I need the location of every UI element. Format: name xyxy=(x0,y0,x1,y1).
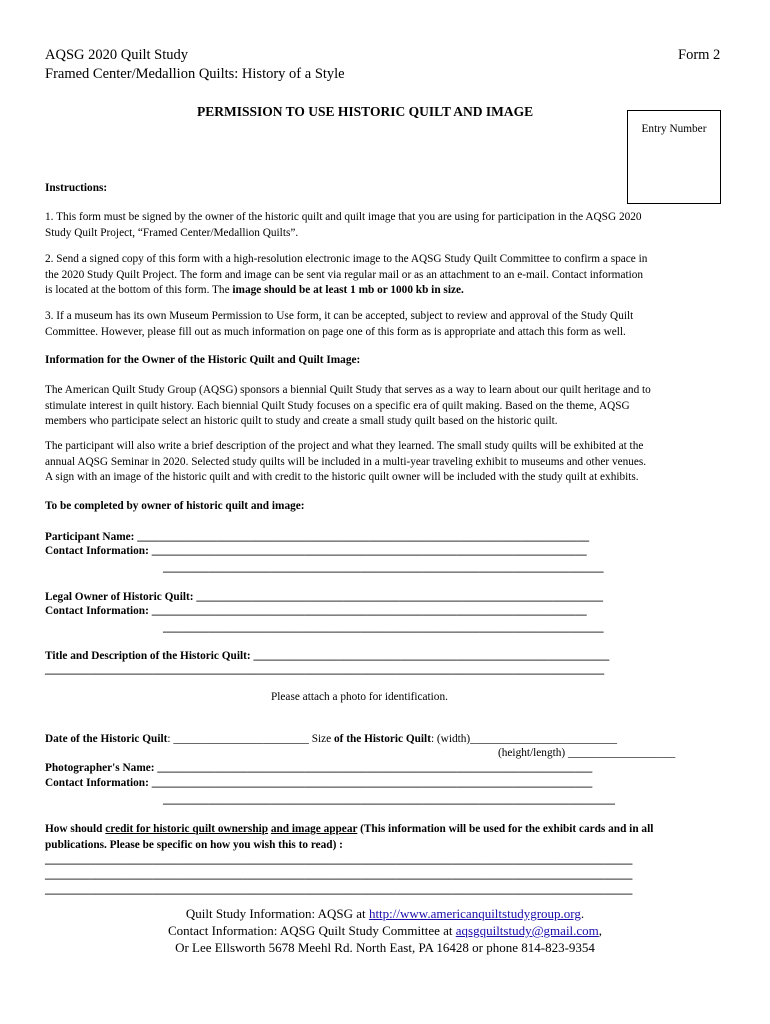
owner-contact-blank-2[interactable]: ______________________________________________________________________________ xyxy=(163,622,604,634)
footer-line-1 xyxy=(0,905,770,922)
quilt-size-label-b: of the Historic Quilt xyxy=(334,733,431,745)
credit-question xyxy=(45,822,725,853)
owner-contact-field[interactable] xyxy=(45,604,725,620)
instruction-3-line-1: 3. If a museum has its own Museum Permission to Use form, it can be accepted, subject to review and approval of the Study Quilt xyxy=(45,310,634,322)
owner-info-heading: Information for the Owner of the Historic Quilt and Quilt Image: xyxy=(45,354,361,366)
participant-contact-blank[interactable]: _____________________________________________________________________________ xyxy=(151,545,587,557)
quilt-size-width-blank[interactable]: : (width)__________________________ xyxy=(430,733,618,745)
owner-info-p1-line-1: The American Quilt Study Group (AQSG) sponsors a biennial Quilt Study that serves as a way to learn about our quilt heritage and to xyxy=(45,384,651,396)
committee-email-link[interactable]: aqsgquiltstudy@gmail.com xyxy=(455,923,599,938)
owner-info-p2-line-3: A sign with an image of the historic quilt and with credit to the historic quilt owner will be included with the study quilt at exhibits. xyxy=(45,471,639,483)
owner-info-p2-line-2: annual AQSG Seminar in 2020. Selected study quilts will be included in a multi-year traveling exhibit to museums and other venues. xyxy=(45,455,647,468)
owner-info-p1-line-3: members who participate select an historic quilt to study and create a small study quilt based on the historic quilt. xyxy=(45,415,558,427)
instruction-item-2 xyxy=(45,252,725,299)
aqsg-website-link[interactable]: http://www.americanquiltstudygroup.org xyxy=(368,906,581,921)
footer-contact-text: Contact Information: AQSG Quilt Study Committee at xyxy=(167,923,456,938)
owner-section-heading: To be completed by owner of historic quilt and image: xyxy=(45,500,305,512)
credit-question-text-a: How should xyxy=(45,823,106,835)
instruction-3-line-2: Committee. However, please fill out as much information on page one of this form as is appropriate and attach this form as well. xyxy=(45,325,626,338)
quilt-title-blank-2[interactable]: ___________________________________________________________________________________________________ xyxy=(45,664,605,676)
participant-contact-label: Contact Information: xyxy=(45,545,152,557)
quilt-title-blank[interactable]: _______________________________________________________________ xyxy=(253,650,610,662)
credit-blank-3[interactable]: ________________________________________________________________________________________________________ xyxy=(45,884,633,896)
quilt-date-blank[interactable]: : ________________________ xyxy=(167,733,312,745)
credit-image-text: and image appear xyxy=(270,823,358,835)
image-size-requirement: image should be at least 1 mb or 1000 kb in size. xyxy=(232,284,464,296)
instruction-2-line-2: the 2020 Study Quilt Project. The form and image can be sent via regular mail or as an attachment to an e-mail. Contact information xyxy=(45,268,644,281)
quilt-size-label-a: Size xyxy=(311,733,334,745)
participant-contact-field[interactable] xyxy=(45,544,725,560)
photographer-name-field[interactable] xyxy=(45,761,725,777)
instruction-item-1 xyxy=(45,210,725,241)
instruction-item-3 xyxy=(45,309,725,340)
credit-question-text-e: (This information will be used for the exhibit cards and in all xyxy=(357,823,654,835)
photographer-name-blank[interactable]: _____________________________________________________________________________ xyxy=(157,762,593,774)
instruction-1-line-2: Study Quilt Project, “Framed Center/Medallion Quilts”. xyxy=(45,226,299,239)
credit-question-line-2: publications. Please be specific on how you wish this to read) : xyxy=(45,838,343,851)
form-number: Form 2 xyxy=(678,47,721,63)
instruction-1-line-1: 1. This form must be signed by the owner of the historic quilt and quilt image that you are using for participation in the AQSG 2020 xyxy=(45,211,642,223)
attach-photo-note: Please attach a photo for identification. xyxy=(271,691,448,703)
credit-ownership-text: credit for historic quilt ownership xyxy=(105,823,269,835)
entry-number-label: Entry Number xyxy=(641,123,707,135)
instruction-2-line-3-text: is located at the bottom of this form. The xyxy=(45,284,233,296)
header-line-2: Framed Center/Medallion Quilts: History of a Style xyxy=(45,66,345,82)
instructions-heading: Instructions: xyxy=(45,182,108,194)
owner-contact-label: Contact Information: xyxy=(45,605,152,617)
owner-contact-blank[interactable]: _____________________________________________________________________________ xyxy=(151,605,587,617)
participant-name-blank[interactable]: ________________________________________________________________________________ xyxy=(137,531,590,543)
legal-owner-blank[interactable]: ________________________________________________________________________ xyxy=(196,591,604,603)
legal-owner-label: Legal Owner of Historic Quilt: xyxy=(45,591,197,603)
credit-blank-2[interactable]: ________________________________________________________________________________________________________ xyxy=(45,869,633,881)
photographer-name-label: Photographer's Name: xyxy=(45,762,158,774)
footer-study-info-text: Quilt Study Information: AQSG at xyxy=(185,906,369,921)
owner-info-p1-line-2: stimulate interest in quilt history. Each biennial Quilt Study focuses on a specific era of quilt making. Based on the theme, AQSG xyxy=(45,399,630,412)
quilt-size-height-blank[interactable]: (height/length) ___________________ xyxy=(498,747,676,759)
footer-line-2 xyxy=(0,922,770,939)
photographer-contact-blank[interactable]: ______________________________________________________________________________ xyxy=(151,777,593,789)
footer-line-2-end: , xyxy=(598,923,603,938)
quilt-title-label: Title and Description of the Historic Quilt: xyxy=(45,650,254,662)
owner-info-paragraph-2 xyxy=(45,439,725,486)
header-line-1: AQSG 2020 Quilt Study xyxy=(45,47,189,63)
credit-question-line-1 xyxy=(45,822,725,838)
instruction-2-line-1: 2. Send a signed copy of this form with a high-resolution electronic image to the AQSG Study Quilt Committee to confirm a space in xyxy=(45,253,648,265)
instruction-2-line-3 xyxy=(45,283,725,299)
footer-line-3: Or Lee Ellsworth 5678 Meehl Rd. North East, PA 16428 or phone 814-823-9354 xyxy=(175,940,595,955)
owner-info-p2-line-1: The participant will also write a brief description of the project and what they learned. The small study quilts will be exhibited at the xyxy=(45,440,644,452)
owner-info-paragraph-1 xyxy=(45,383,725,430)
photographer-contact-field[interactable] xyxy=(45,776,725,792)
photographer-contact-blank-2[interactable]: ________________________________________________________________________________ xyxy=(163,794,615,806)
page-title: PERMISSION TO USE HISTORIC QUILT AND IMAGE xyxy=(197,104,534,119)
footer-line-1-end: . xyxy=(580,906,585,921)
participant-name-label: Participant Name: xyxy=(45,531,138,543)
participant-contact-blank-2[interactable]: ______________________________________________________________________________ xyxy=(163,562,604,574)
quilt-date-label: Date of the Historic Quilt xyxy=(45,733,168,745)
credit-blank-1[interactable]: ________________________________________________________________________________________________________ xyxy=(45,854,633,866)
photographer-contact-label: Contact Information: xyxy=(45,777,152,789)
